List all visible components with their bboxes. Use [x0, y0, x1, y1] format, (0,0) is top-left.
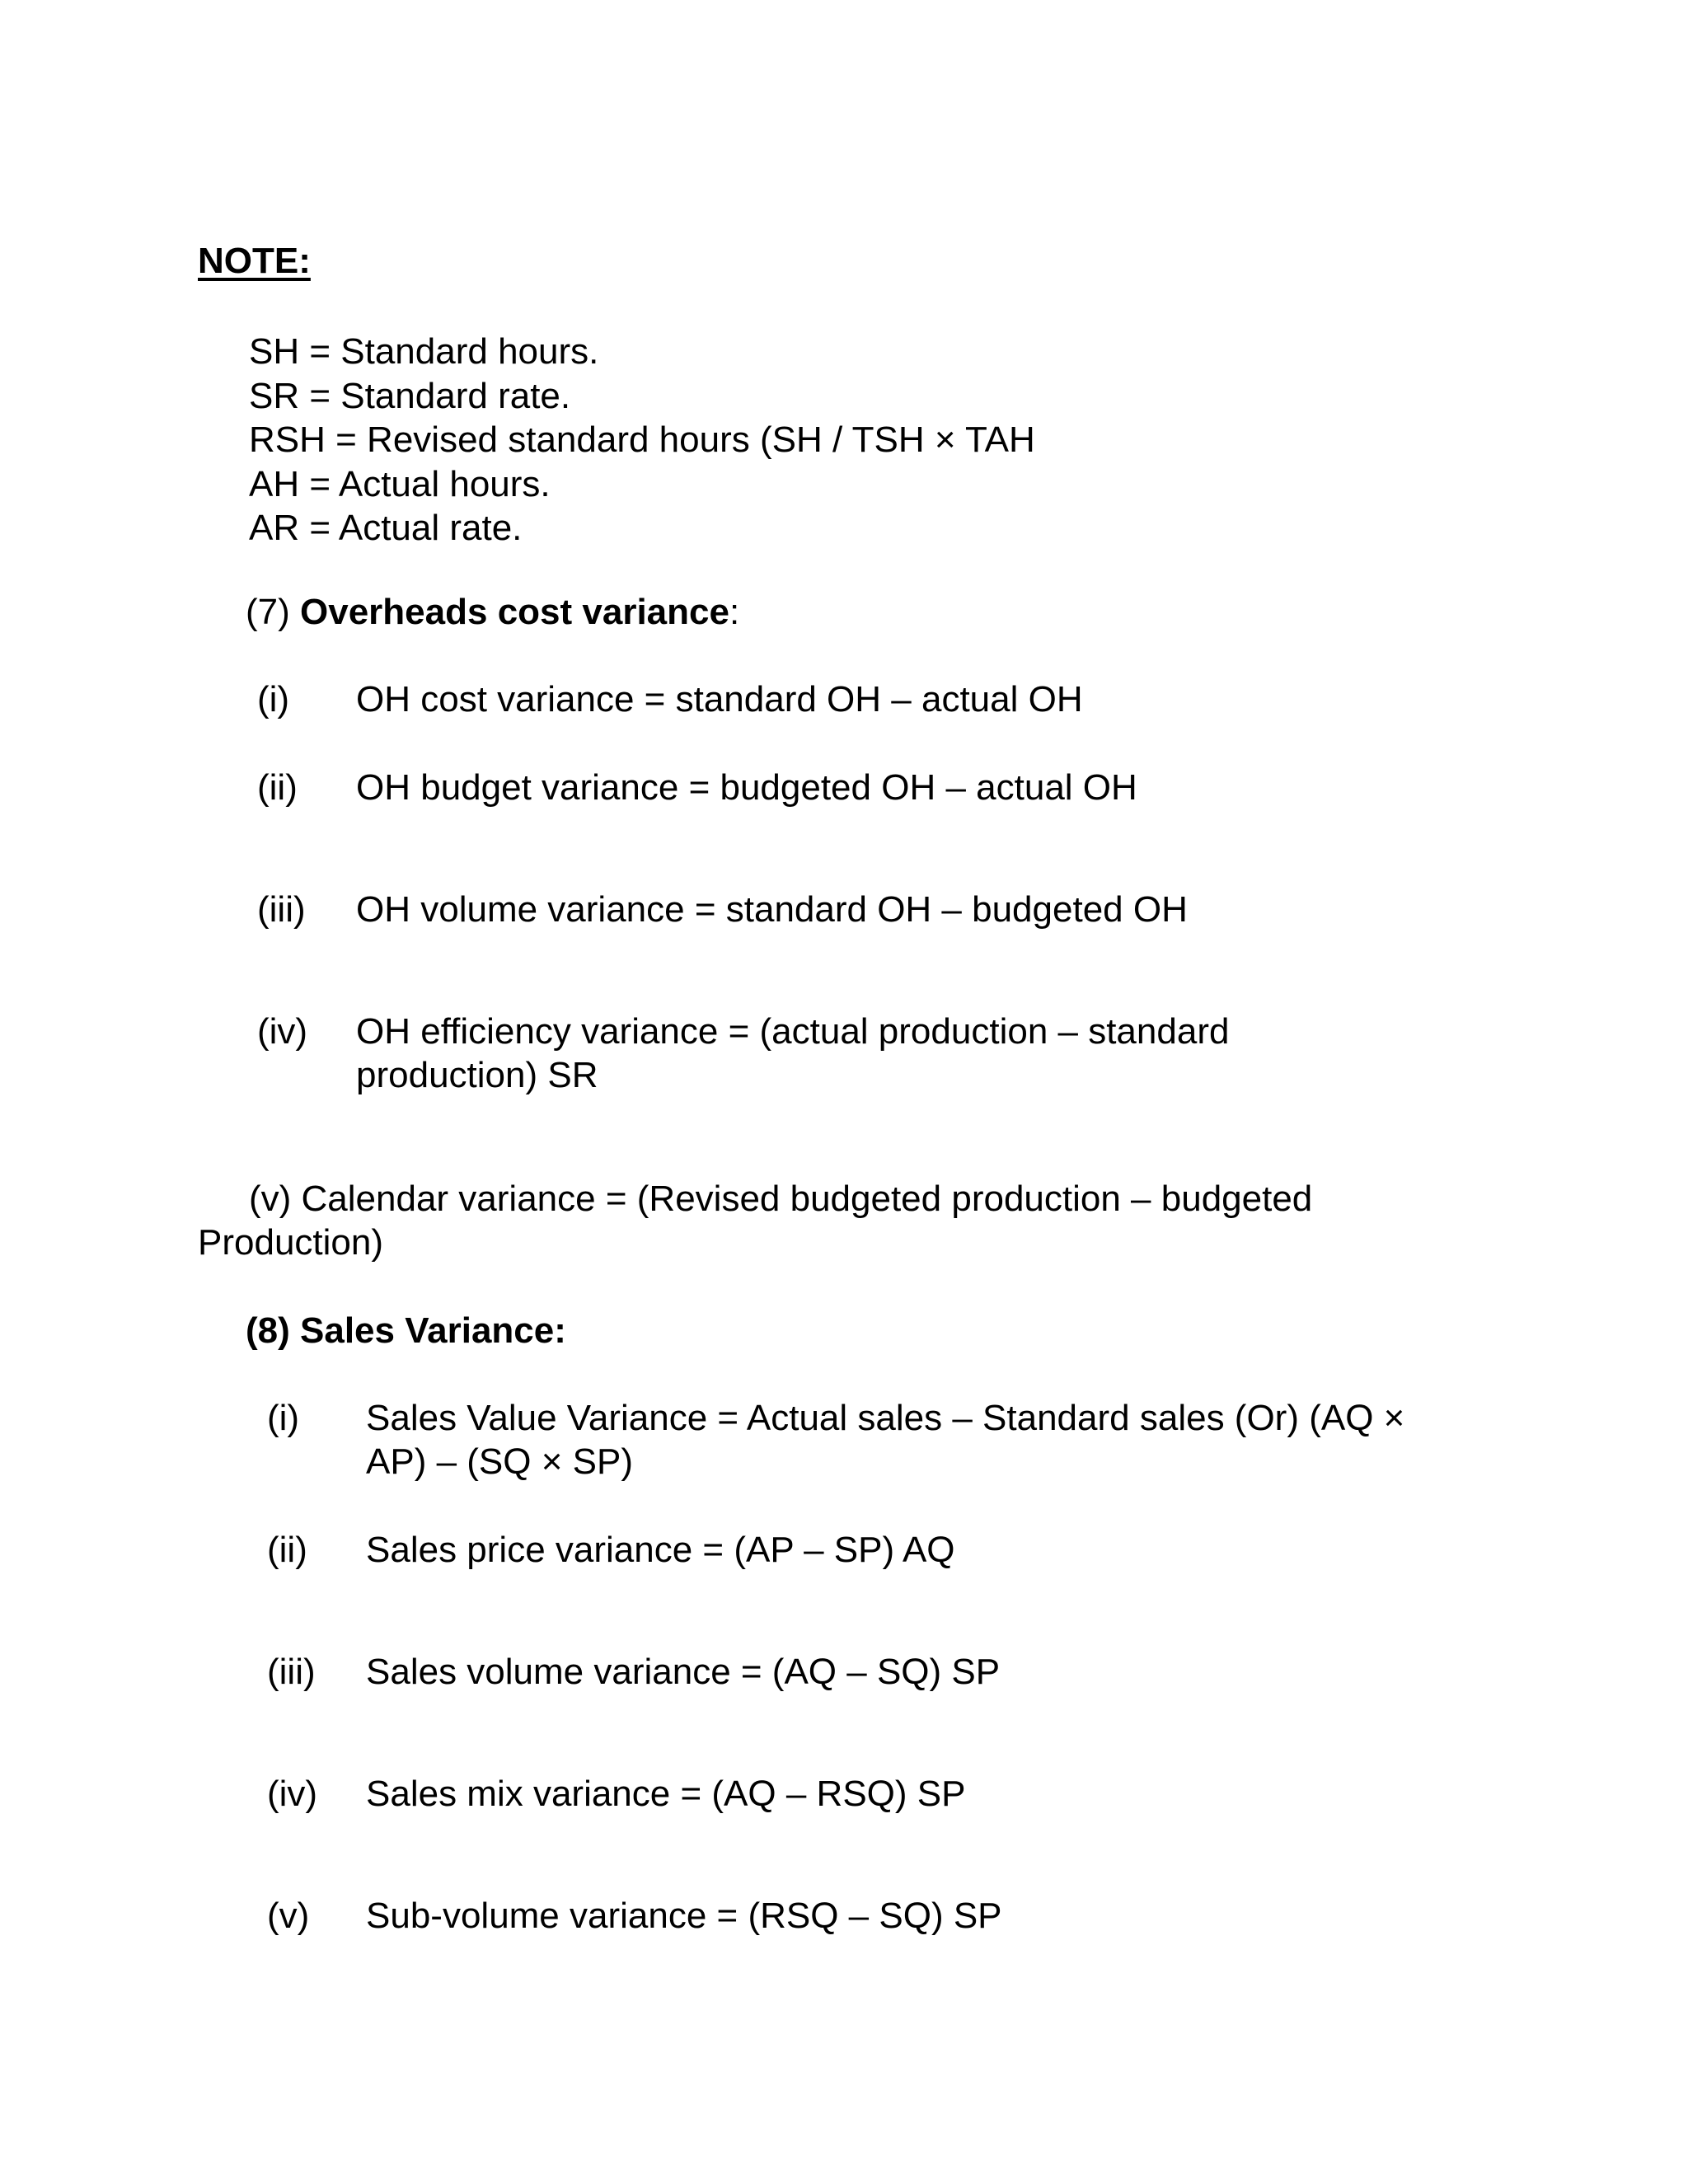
overheads-number: (7)	[246, 592, 290, 632]
sales-heading: (8) Sales Variance:	[246, 1310, 566, 1351]
item-number: (ii)	[267, 1530, 307, 1570]
item-text: Sales volume variance = (AQ – SQ) SP	[366, 1652, 1001, 1692]
note-heading: NOTE:	[198, 241, 311, 281]
overheads-title: Overheads cost variance	[300, 592, 729, 632]
item-text-line-1: OH efficiency variance = (actual production – standard	[356, 1011, 1230, 1052]
item-number: (iii)	[267, 1652, 316, 1692]
item-text-line-2: AP) – (SQ × SP)	[366, 1441, 633, 1482]
item-number: (ii)	[257, 767, 298, 808]
definition-rsh: RSH = Revised standard hours (SH / TSH × TAH	[249, 419, 1035, 460]
item-text: OH cost variance = standard OH – actual OH	[356, 679, 1083, 719]
item-text: OH volume variance = standard OH – budgeted OH	[356, 889, 1188, 930]
item-text: Sales mix variance = (AQ – RSQ) SP	[366, 1774, 966, 1814]
item-number: (v)	[267, 1896, 310, 1936]
definition-ar: AR = Actual rate.	[249, 508, 523, 548]
item-text	[356, 1010, 1229, 1097]
item-text: OH budget variance = budgeted OH – actual OH	[356, 767, 1137, 808]
item-number: (i)	[257, 679, 290, 719]
definition-sh: SH = Standard hours.	[249, 331, 599, 372]
definition-ah: AH = Actual hours.	[249, 463, 551, 504]
item-number: (i)	[267, 1398, 300, 1438]
item-text: Sales price variance = (AP – SP) AQ	[366, 1530, 955, 1570]
overheads-heading	[246, 590, 739, 634]
item-text-line-2: production) SR	[356, 1055, 598, 1095]
calendar-line-2: Production)	[198, 1222, 384, 1263]
item-text: Sub-volume variance = (RSQ – SQ) SP	[366, 1896, 1002, 1936]
definitions-list	[249, 330, 1035, 551]
item-number: (iii)	[257, 889, 306, 930]
item-number: (iv)	[257, 1011, 308, 1052]
item-number: (iv)	[267, 1774, 318, 1814]
overheads-suffix: :	[729, 592, 740, 632]
calendar-variance	[198, 1177, 1434, 1264]
item-text-line-1: Sales Value Variance = Actual sales – Standard sales (Or) (AQ ×	[366, 1398, 1405, 1438]
item-text	[366, 1396, 1404, 1483]
definition-sr: SR = Standard rate.	[249, 375, 571, 416]
calendar-line-1: (v) Calendar variance = (Revised budgeted production – budgeted	[249, 1179, 1313, 1219]
